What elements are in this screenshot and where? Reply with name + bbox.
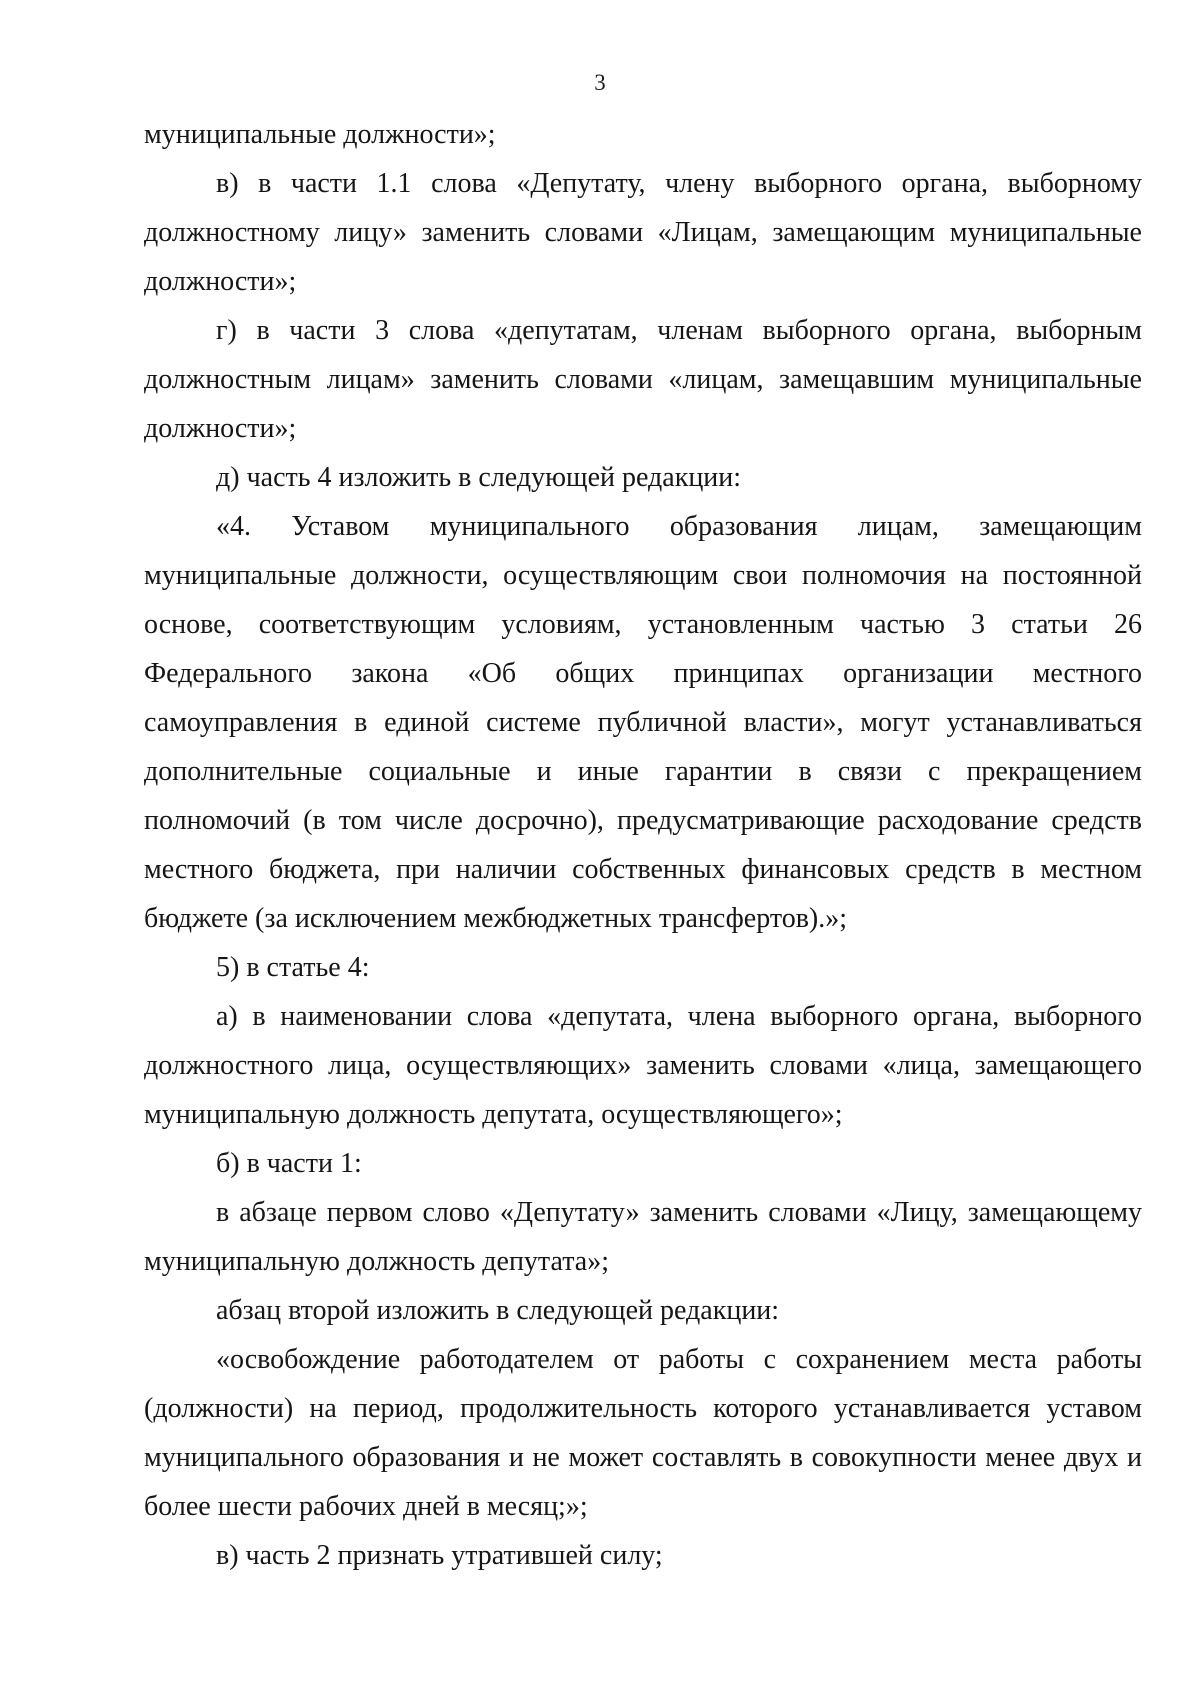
- paragraph-8: б) в части 1:: [216, 1148, 362, 1179]
- paragraph-9: в абзаце первом слово «Депутату» заменить словами «Лицу, замещающему муниципальную должность депутата»;: [144, 1197, 1142, 1277]
- paragraph-10: абзац второй изложить в следующей редакции:: [216, 1295, 780, 1326]
- document-body: [144, 110, 1142, 1580]
- paragraph-6: 5) в статье 4:: [216, 952, 370, 983]
- paragraph-1: муниципальные должности»;: [144, 119, 496, 150]
- paragraph-5: «4. Уставом муниципального образования лицам, замещающим муниципальные должности, осуществляющим свои полномочия на постоянной основе, соответствующим условиям, установленным частью 3 статьи 26 Федерального закона «Об общих принципах организации местного самоуправления в единой системе публичной власти», могут устанавливаться дополнительные социальные и иные гарантии в связи с прекращением полномочий (в том числе досрочно), предусматривающие расходование средств местного бюджета, при наличии собственных финансовых средств в местном бюджете (за исключением межбюджетных трансфертов).»;: [144, 511, 1142, 934]
- paragraph-12: в) часть 2 признать утратившей силу;: [216, 1540, 663, 1571]
- paragraph-4: д) часть 4 изложить в следующей редакции:: [216, 462, 742, 493]
- page-number: 3: [594, 70, 606, 95]
- paragraph-2: в) в части 1.1 слова «Депутату, члену выборного органа, выборному должностному лицу» заменить словами «Лицам, замещающим муниципальные должности»;: [144, 168, 1142, 297]
- paragraph-3: г) в части 3 слова «депутатам, членам выборного органа, выборным должностным лицам» заменить словами «лицам, замещавшим муниципальные должности»;: [144, 315, 1142, 444]
- paragraph-11: «освобождение работодателем от работы с сохранением места работы (должности) на период, продолжительность которого устанавливается уставом муниципального образования и не может составлять в совокупности менее двух и более шести рабочих дней в месяц;»;: [144, 1344, 1142, 1522]
- paragraph-7: а) в наименовании слова «депутата, члена выборного органа, выборного должностного лица, осуществляющих» заменить словами «лица, замещающего муниципальную должность депутата, осуществляющего»;: [144, 1001, 1142, 1130]
